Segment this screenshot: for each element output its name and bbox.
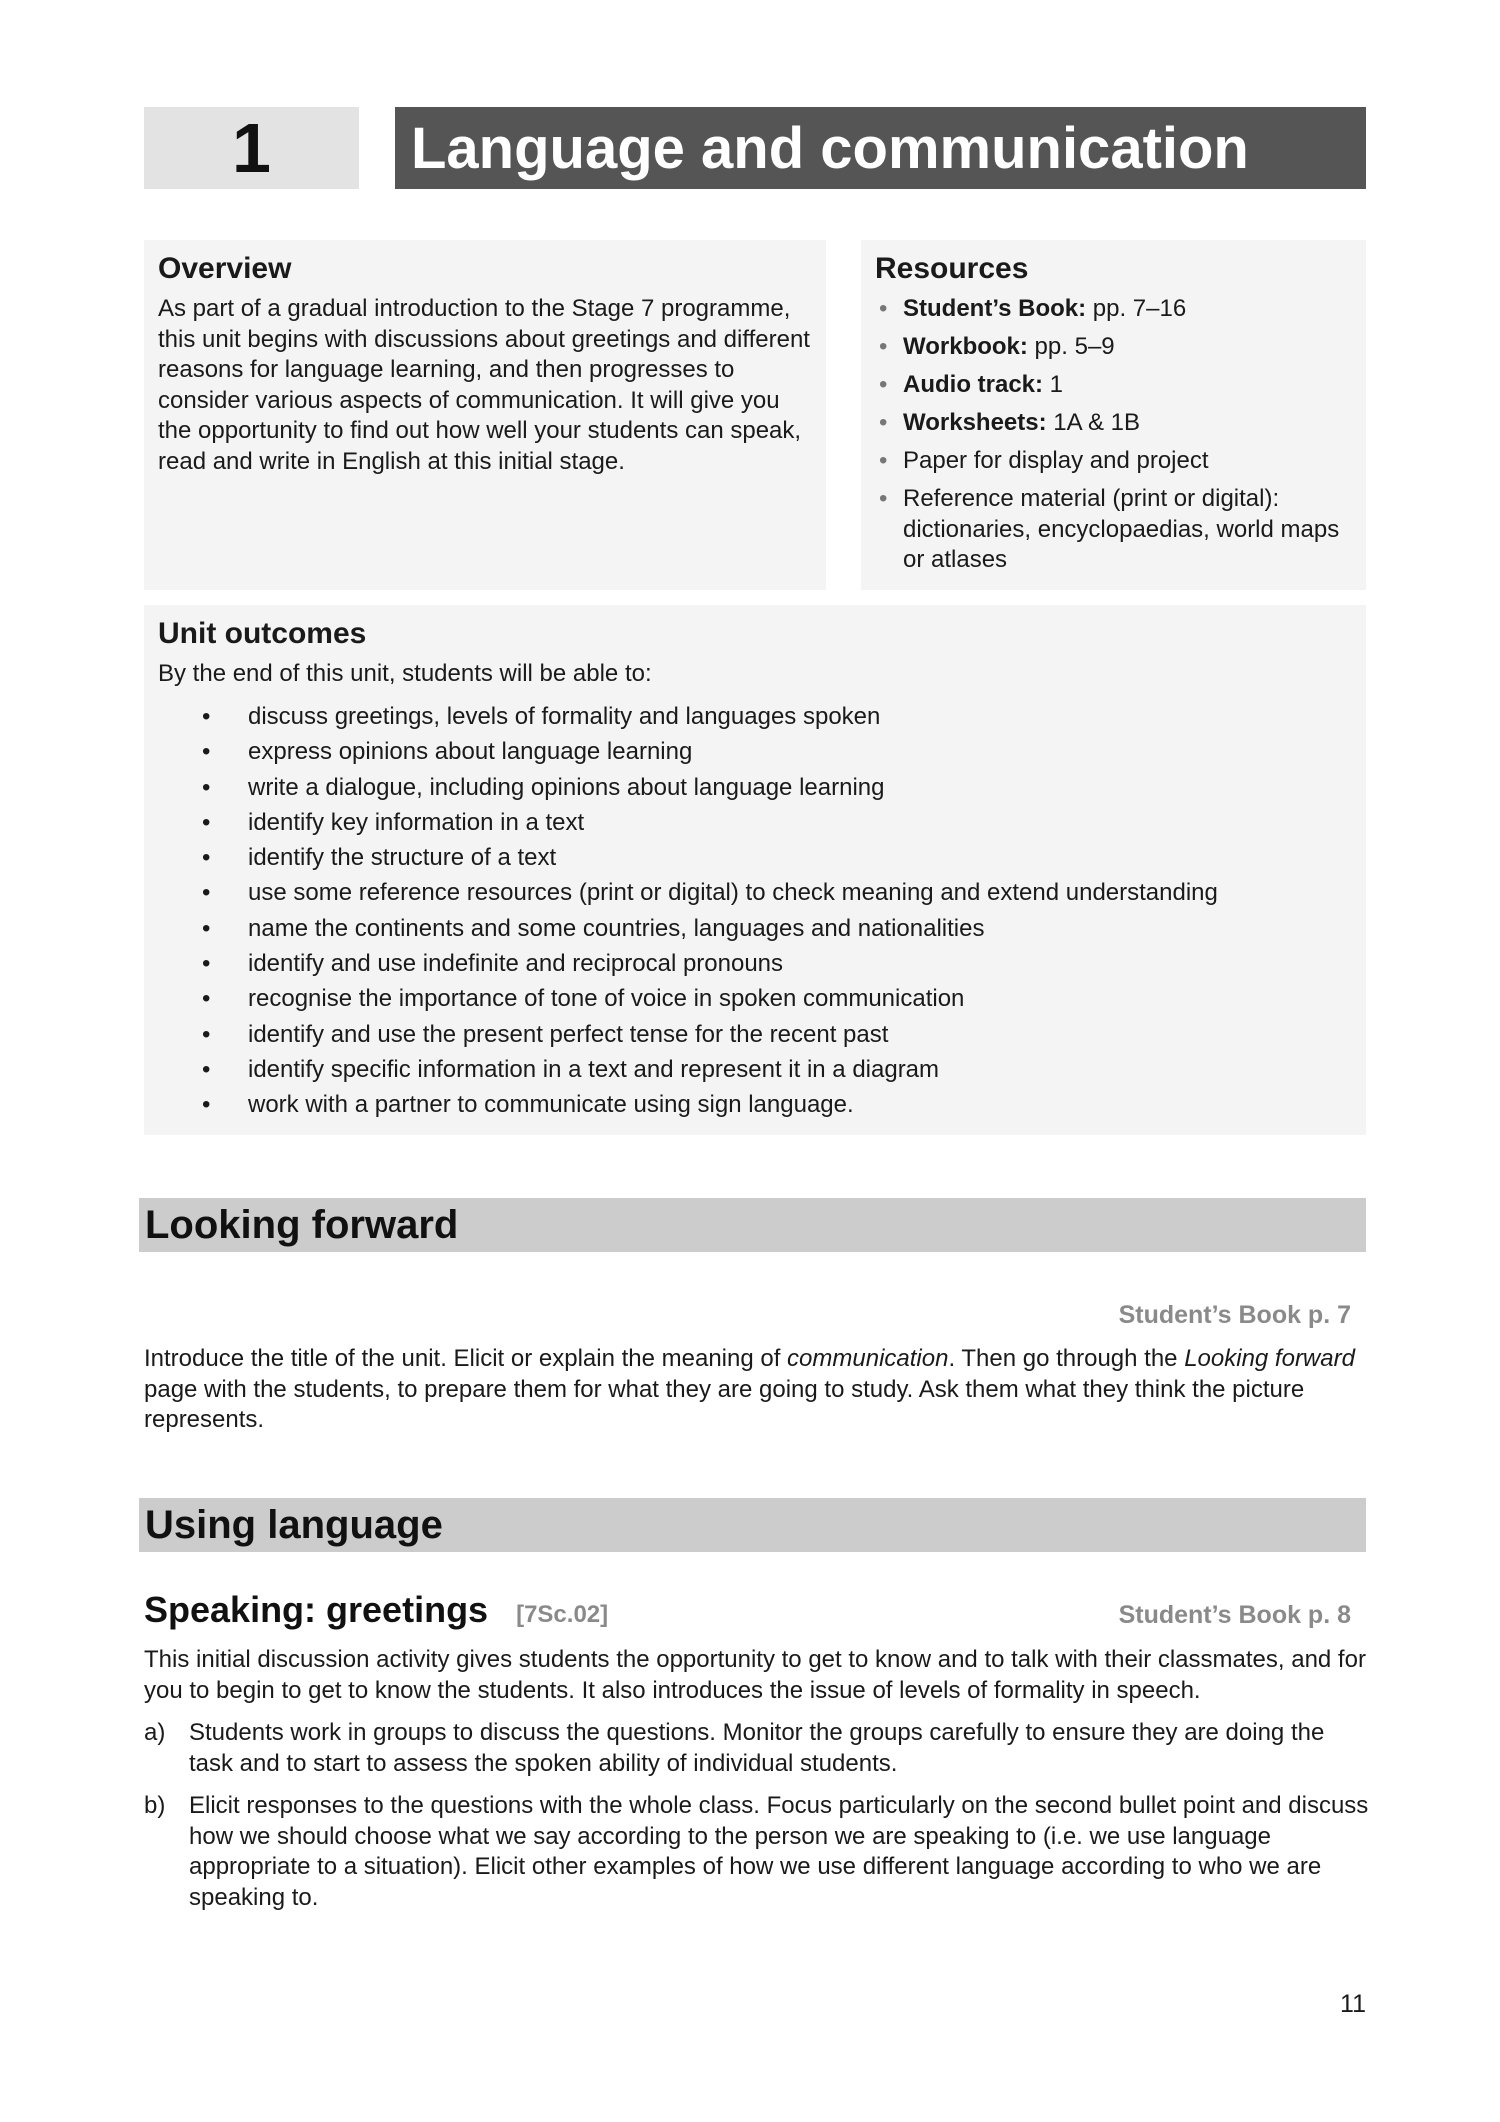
step-item xyxy=(144,1718,1369,1779)
bullet-icon: • xyxy=(879,485,888,512)
page-number: 11 xyxy=(1340,1990,1366,2018)
bullet-icon: • xyxy=(879,371,888,398)
unit-number: 1 xyxy=(144,107,359,189)
bullet-icon: • xyxy=(879,409,888,436)
resources-box xyxy=(861,240,1366,590)
bullet-icon: • xyxy=(202,808,211,836)
overview-text: As part of a gradual introduction to the Stage 7 programme, this unit begins with discussions about greetings and different reasons for language learning, and then progresses to consider various aspects of communication. It will give you the opportunity to find out how well your students can speak, read and write in English at this initial stage. xyxy=(158,295,810,475)
outcomes-intro: By the end of this unit, students will be able to: xyxy=(158,660,652,687)
book-reference: Student’s Book p. 8 xyxy=(1118,1601,1351,1629)
bullet-icon: • xyxy=(202,773,211,801)
bullet-icon: • xyxy=(202,985,211,1013)
bullet-icon: • xyxy=(202,950,211,978)
outcome-item: • write a dialogue, including opinions about language learning xyxy=(158,770,1352,805)
resources-list xyxy=(875,294,1352,576)
overview-title: Overview xyxy=(158,252,292,285)
bullet-icon: • xyxy=(202,879,211,907)
outcome-item: • work with a partner to communicate using sign language. xyxy=(158,1087,1352,1122)
step-text: Elicit responses to the questions with the whole class. Focus particularly on the second bullet point and discuss how we should choose what we say according to the person we are speaking to (i.e. we use language appropriate to a situation). Elicit other examples of how we use different language according to who we are speaking to. xyxy=(189,1792,1369,1911)
bullet-icon: • xyxy=(202,703,211,730)
book-reference: Student’s Book p. 7 xyxy=(1118,1301,1351,1329)
outcome-item: • use some reference resources (print or digital) to check meaning and extend understanding xyxy=(158,875,1352,910)
outcome-item: • identify key information in a text xyxy=(158,805,1352,840)
speaking-intro: This initial discussion activity gives students the opportunity to get to know and to talk with their classmates, and for you to begin to get to know the students. It also introduces the issue of levels of formality in speech. xyxy=(144,1646,1366,1704)
overview-box xyxy=(144,240,826,590)
bullet-icon: • xyxy=(202,1091,211,1119)
outcome-item: • identify the structure of a text xyxy=(158,840,1352,875)
outcome-item: • recognise the importance of tone of voice in spoken communication xyxy=(158,981,1352,1016)
outcomes-title: Unit outcomes xyxy=(158,617,367,650)
step-text: Students work in groups to discuss the questions. Monitor the groups carefully to ensure they are doing the task and to start to assess the spoken ability of individual students. xyxy=(189,1719,1325,1777)
bullet-icon: • xyxy=(202,914,211,942)
outcome-item: • discuss greetings, levels of formality and languages spoken xyxy=(158,699,1352,734)
outcome-item: • name the continents and some countries, languages and nationalities xyxy=(158,911,1352,946)
outcome-item: • identify and use the present perfect tense for the recent past xyxy=(158,1017,1352,1052)
speaking-title: Speaking: greetings xyxy=(144,1589,489,1630)
speaking-heading xyxy=(144,1589,608,1631)
resources-title: Resources xyxy=(875,252,1029,285)
step-label: b) xyxy=(144,1792,166,1819)
curriculum-code: [7Sc.02] xyxy=(516,1601,609,1628)
section-heading-using-language: Using language xyxy=(139,1498,1366,1552)
step-label: a) xyxy=(144,1719,166,1746)
bullet-icon: • xyxy=(202,1020,211,1048)
section-heading-looking-forward: Looking forward xyxy=(139,1198,1366,1252)
bullet-icon: • xyxy=(202,738,211,766)
bullet-icon: • xyxy=(202,1055,211,1083)
unit-title: Language and communication xyxy=(395,107,1366,189)
resource-item: • Paper for display and project xyxy=(875,446,1352,477)
bullet-icon: • xyxy=(202,844,211,872)
outcomes-list xyxy=(158,699,1352,1123)
resource-item: • Worksheets: 1A & 1B xyxy=(875,408,1352,439)
outcome-item: • identify specific information in a text and represent it in a diagram xyxy=(158,1052,1352,1087)
step-item xyxy=(144,1791,1369,1913)
resource-item: • Reference material (print or digital): dictionaries, encyclopaedias, world maps or atlases xyxy=(879,485,1340,573)
bullet-icon: • xyxy=(879,447,888,474)
unit-outcomes-box xyxy=(144,605,1366,1135)
bullet-icon: • xyxy=(879,295,888,322)
resource-item: • Workbook: pp. 5–9 xyxy=(875,332,1352,363)
resource-item: • Student’s Book: pp. 7–16 xyxy=(875,294,1352,325)
resource-item: • Audio track: 1 xyxy=(875,370,1352,401)
outcome-item: • identify and use indefinite and reciprocal pronouns xyxy=(158,946,1352,981)
bullet-icon: • xyxy=(879,333,888,360)
outcome-item: • express opinions about language learning xyxy=(158,734,1352,769)
looking-forward-paragraph: Introduce the title of the unit. Elicit or explain the meaning of communication. Then go through the Looking forward page with the students, to prepare them for what they are going to study. Ask them what they think the picture represents. xyxy=(144,1345,1355,1433)
